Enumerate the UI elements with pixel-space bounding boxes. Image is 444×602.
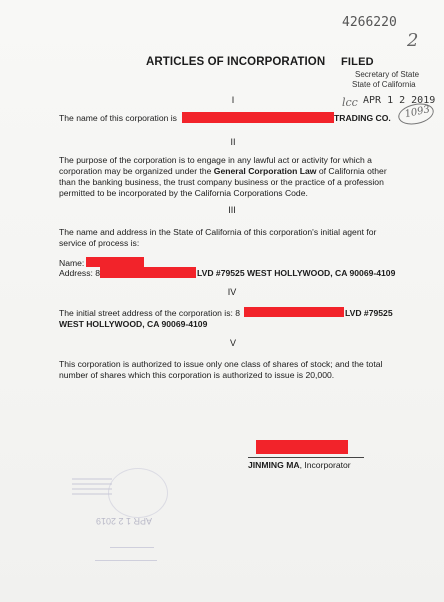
section-ii-line-3: than the banking business, the trust company business or the practice of a profession (59, 177, 384, 187)
incorporator-name: JINMING MA (248, 460, 300, 470)
section-numeral-i: I (231, 95, 235, 105)
bleed-through-date: APR 1 2 2019 (96, 516, 153, 526)
section-v-line-2: number of shares which this corporation is authorized to issue is 20,000. (59, 370, 335, 380)
hand-circle-text: 1093 (403, 104, 431, 121)
redaction-box (100, 267, 196, 278)
section-i-text: The name of this corporation is (59, 113, 177, 123)
signature-redaction (256, 440, 348, 454)
section-ii-line-1: The purpose of the corporation is to engage in any lawful act or activity for which a (59, 155, 372, 165)
section-numeral-iii: III (228, 205, 236, 215)
section-iii-line-2: service of process is: (59, 238, 140, 248)
section-iv-line-1: The initial street address of the corporation is: 8 (59, 308, 241, 318)
section-iii-line-1: The name and address in the State of California of this corporation's initial agent for (59, 227, 377, 237)
agent-address-label: Address: 8 (59, 268, 101, 278)
section-iv-line-1-tail: LVD #79525 (345, 308, 393, 318)
incorporator-block (248, 460, 351, 471)
filed-stamp: FILED (341, 56, 374, 68)
bleed-through-line (110, 547, 154, 548)
hand-prefix: lcc (342, 96, 358, 109)
section-iv-line-2: WEST HOLLYWOOD, CA 90069-4109 (59, 319, 208, 329)
redaction-box (86, 257, 144, 267)
redaction-box (244, 307, 344, 317)
document-title: ARTICLES OF INCORPORATION (146, 56, 326, 68)
section-v-line-1: This corporation is authorized to issue only one class of shares of stock; and the total (59, 359, 383, 369)
secretary-of-state: Secretary of State (355, 70, 420, 79)
corporation-name-suffix: TRADING CO. (334, 113, 391, 123)
bleed-through-line (95, 560, 157, 561)
agent-address-tail: LVD #79525 WEST HOLLYWOOD, CA 90069-4109 (197, 268, 396, 278)
hand-mark: 2 (407, 30, 419, 51)
bleed-through-text-block (72, 475, 112, 505)
filing-date-stamp: APR 1 2 2019 (363, 95, 436, 106)
section-numeral-iv: IV (227, 287, 237, 297)
document-number: 4266220 (342, 15, 397, 30)
section-ii-line-2a: corporation may be organized under the (59, 166, 212, 176)
signature-line (248, 457, 364, 458)
section-numeral-v: V (229, 338, 236, 348)
section-ii-line-2 (59, 166, 387, 177)
redaction-box (182, 112, 334, 123)
state-of-california: State of California (352, 80, 416, 89)
incorporator-role: , Incorporator (299, 460, 351, 470)
section-ii-line-2c: of California other (318, 166, 387, 176)
agent-name-label: Name: (59, 258, 85, 268)
faint-seal (108, 468, 168, 518)
general-corporation-law: General Corporation Law (213, 166, 317, 176)
section-numeral-ii: II (230, 137, 236, 147)
section-ii-line-4: permitted to be incorporated by the California Corporations Code. (59, 188, 308, 198)
